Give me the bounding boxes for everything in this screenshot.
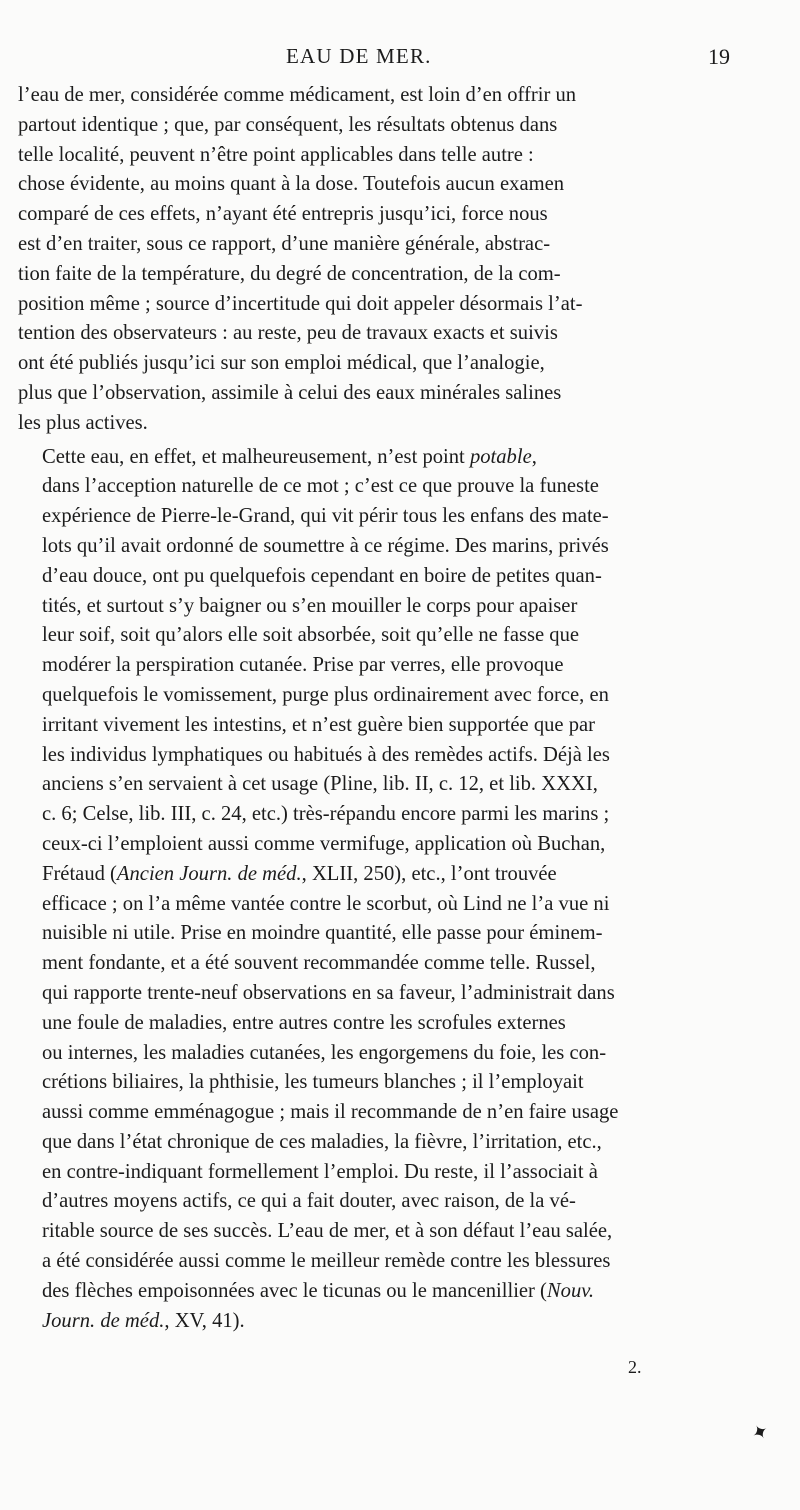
text-line: anciens s’en servaient à cet usage (Pline, lib. II, c. 12, et lib. XXXI, [42,773,598,796]
text-line: quelquefois le vomissement, purge plus ordinairement avec force, en [42,683,609,706]
text-line: est d’en traiter, sous ce rapport, d’une manière générale, abstrac- [18,232,551,255]
text-line: nuisible ni utile. Prise en moindre quantité, elle passe pour éminem- [42,922,603,945]
paragraph-2 [18,443,736,1337]
text-line: crétions biliaires, la phthisie, les tumeurs blanches ; il l’employait [42,1071,584,1094]
text-line: ont été publiés jusqu’ici sur son emploi médical, que l’analogie, [18,352,545,375]
text-line: chose évidente, au moins quant à la dose. Toutefois aucun examen [18,173,565,196]
text-line: irritant vivement les intestins, et n’est guère bien supportée que par [42,713,596,736]
citation-title: Nouv. [546,1279,595,1302]
text-line: position même ; source d’incertitude qui doit appeler désormais l’at- [18,292,583,315]
running-title: EAU DE MER. [286,44,432,68]
signature-mark: 2. [628,1357,642,1377]
text-line: l’eau de mer, considérée comme médicament, est loin d’en offrir un [18,84,577,106]
text-line [18,443,736,473]
text-segment: Cette eau, en effet, et malheureusement, n’est point [42,445,470,468]
text-line: tion faite de la température, du degré de concentration, de la com- [18,262,561,285]
text-line: les individus lymphatiques ou habitués à des remèdes actifs. Déjà les [42,743,610,766]
text-segment: , XLII, 250), etc., l’ont trouvée [301,862,557,885]
citation-title: Ancien Journ. de méd. [116,862,302,885]
text-segment: Frétaud ( [42,862,117,885]
text-line: qui rapporte trente-neuf observations en sa faveur, l’administrait dans [42,981,615,1004]
text-segment: des flèches empoisonnées avec le ticunas ou le mancenillier ( [42,1279,547,1302]
text-line: dans l’acception naturelle de ce mot ; c’est ce que prouve la funeste [42,475,599,498]
text-line: ment fondante, et a été souvent recommandée comme telle. Russel, [42,952,596,975]
text-line [18,1277,736,1307]
citation-title: Journ. de méd. [42,1309,165,1332]
text-line: a été considérée aussi comme le meilleur remède contre les blessures [42,1250,611,1273]
text-line: modérer la perspiration cutanée. Prise par verres, elle provoque [42,654,564,677]
body-text [18,81,736,1336]
text-line: ou internes, les maladies cutanées, les engorgemens du foie, les con- [42,1041,607,1064]
text-line: c. 6; Celse, lib. III, c. 24, etc.) très-répandu encore parmi les marins ; [42,803,610,826]
text-line: telle localité, peuvent n’être point applicables dans telle autre : [18,143,534,166]
text-line: comparé de ces effets, n’ayant été entrepris jusqu’ici, force nous [18,203,548,226]
text-line: en contre-indiquant formellement l’emploi. Du reste, il l’associait à [42,1160,598,1183]
text-line: expérience de Pierre-le-Grand, qui vit périr tous les enfans des mate- [42,505,609,528]
text-line: les plus actives. [18,411,148,434]
text-line: que dans l’état chronique de ces maladies, la fièvre, l’irritation, etc., [42,1130,602,1153]
italic-term: potable [469,445,532,468]
text-line: lots qu’il avait ordonné de soumettre à ce régime. Des marins, privés [42,534,609,557]
text-line: tention des observateurs : au reste, peu de travaux exacts et suivis [18,322,558,345]
text-line [18,1307,736,1337]
text-segment: , XV, 41 [164,1309,233,1332]
text-line [18,860,736,890]
page-header [0,44,800,78]
text-line: d’eau douce, ont pu quelquefois cependant en boire de petites quan- [42,564,602,587]
text-segment: , [531,445,537,468]
paragraph-1 [18,81,736,439]
text-line: partout identique ; que, par conséquent, les résultats obtenus dans [18,113,558,136]
text-line: tités, et surtout s’y baigner ou s’en mouiller le corps pour apaiser [42,594,578,617]
text-line: ritable source de ses succès. L’eau de mer, et à son défaut l’eau salée, [42,1220,613,1243]
text-line: plus que l’observation, assimile à celui des eaux minérales salines [18,381,562,404]
text-line: d’autres moyens actifs, ce qui a fait douter, avec raison, de la vé- [42,1190,576,1213]
text-line: efficace ; on l’a même vantée contre le scorbut, où Lind ne l’a vue ni [42,892,610,915]
text-line: aussi comme emménagogue ; mais il recommande de n’en faire usage [42,1101,619,1124]
text-line: leur soif, soit qu’alors elle soit absorbée, soit qu’elle ne fasse que [42,624,580,647]
text-line: ceux-ci l’emploient aussi comme vermifuge, application où Buchan, [42,832,606,855]
text-segment: ). [232,1309,245,1332]
ink-mark-icon: ✦ [747,1419,774,1447]
text-line: une foule de maladies, entre autres contre les scrofules externes [42,1011,566,1034]
page-number: 19 [708,44,730,69]
